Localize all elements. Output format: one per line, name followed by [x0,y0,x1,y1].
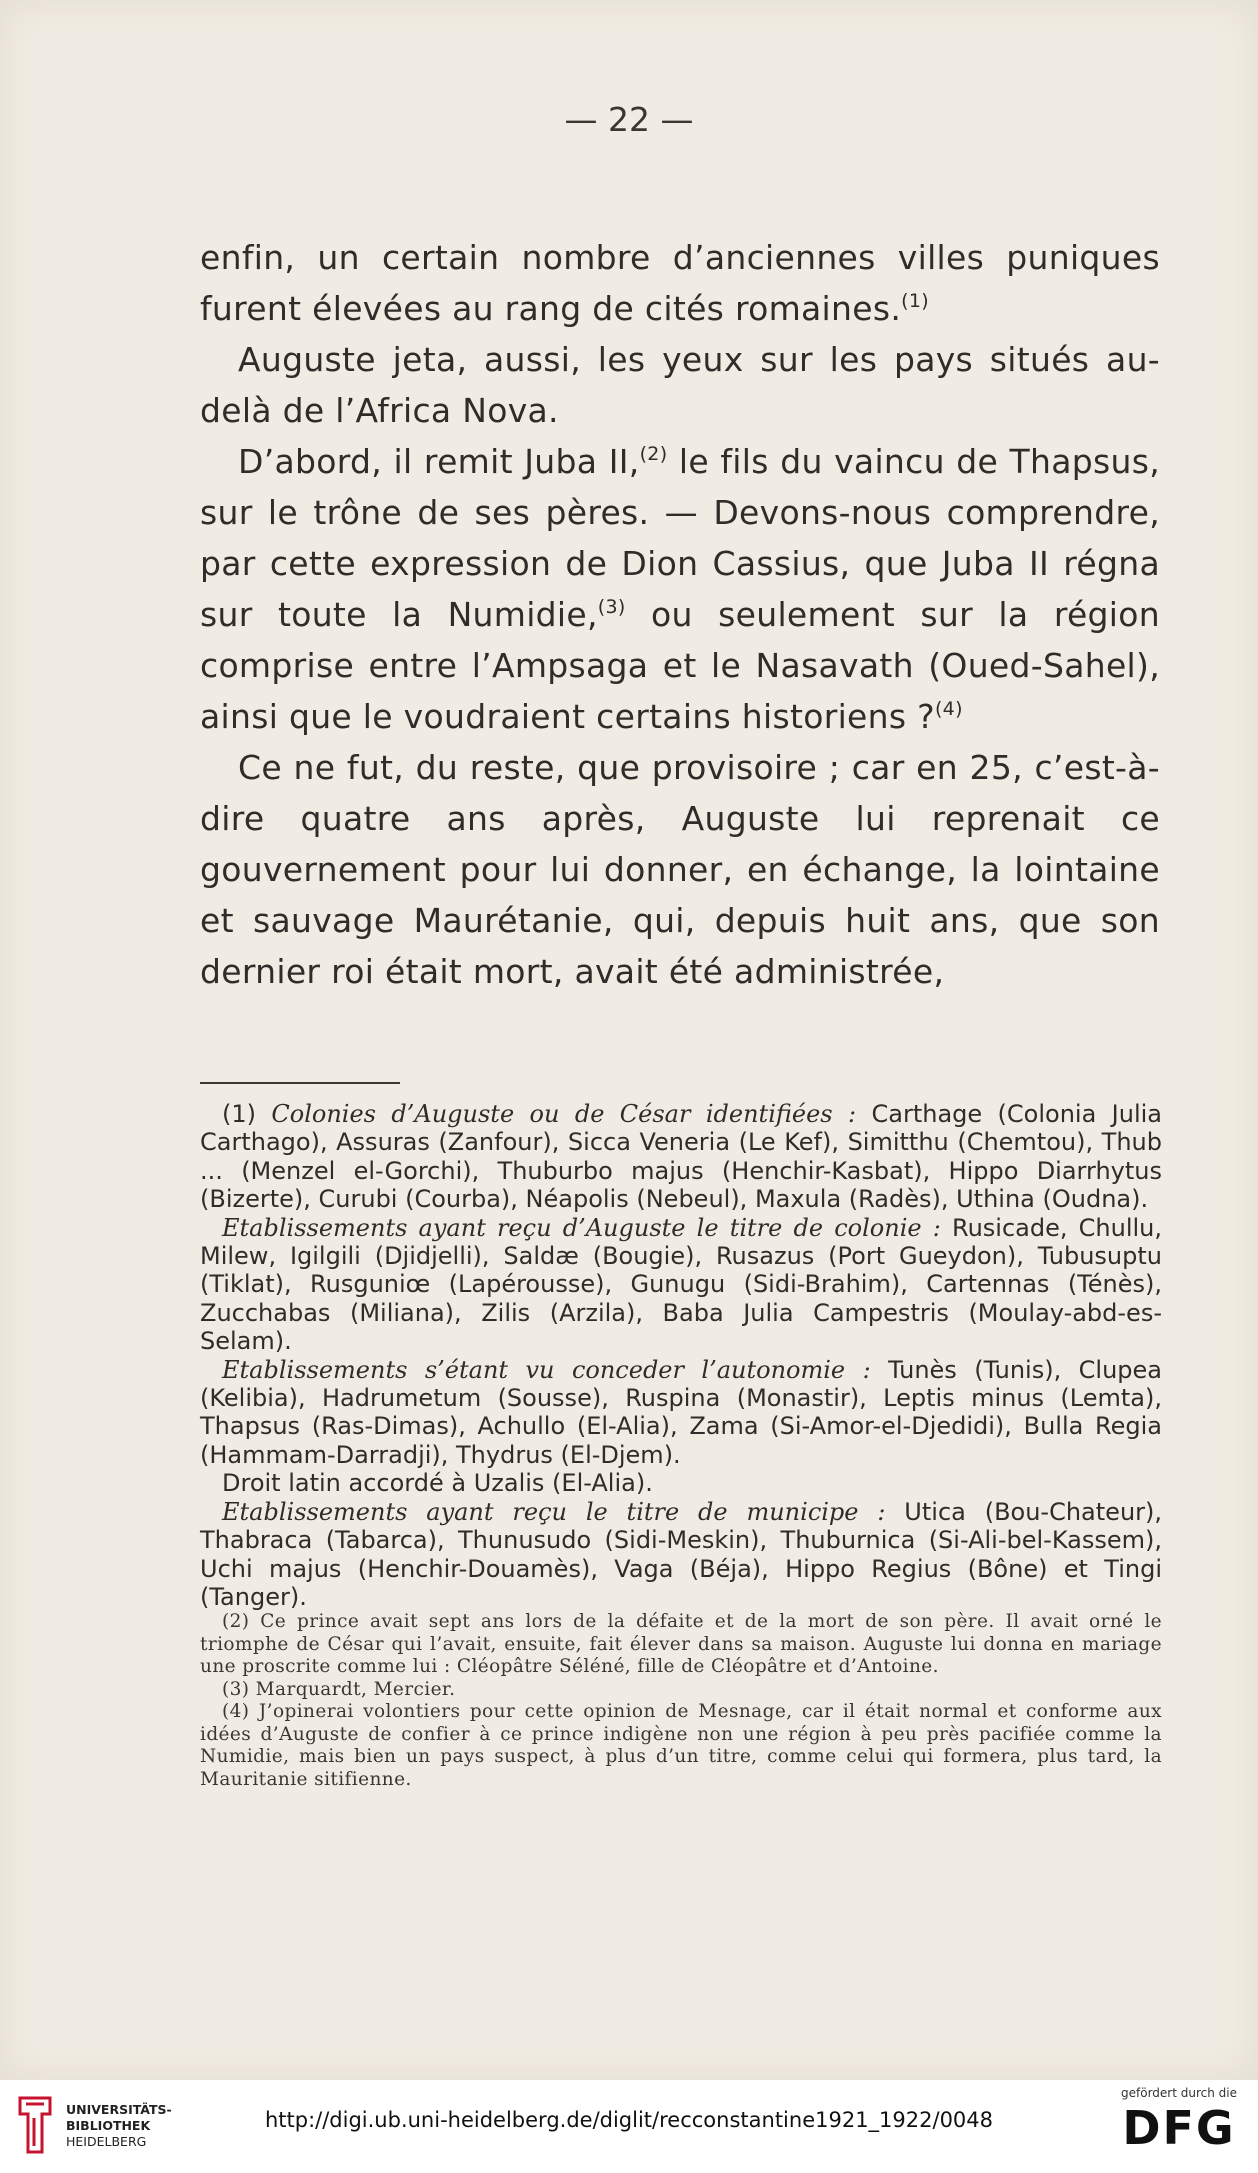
sponsor [1114,2086,1244,2156]
footnote-ref-4[interactable]: (4) [934,698,963,720]
footnote-ref-3[interactable]: (3) [597,596,626,618]
footnote-1-municipe: Etablissements ayant reçu le titre de municipe : Utica (Bou-Chateur), Thabraca (Tabarca), Thunusudo (Sidi-Meskin), Thuburnica (Si-Ali-bel-Kassem), Uchi majus (Henchir-Douamès), Vaga (Béja), Hippo Regius (Bône) et Tingi (Tanger). [200,1497,1163,1611]
sponsor-caption: gefördert durch die [1121,2086,1237,2100]
digitization-footer [0,2080,1258,2173]
footnote-1: (1) Colonies d’Auguste ou de César identifiées : Carthage (Colonia Julia Carthago), Assuras (Zanfour), Sicca Veneria (Le Kef), Simitthu (Chemtou), Thub ... (Menzel el-Gorchi), Thuburbo majus (Henchir-Kasbat), Hippo Diarrhytus (Bizerte), Curubi (Courba), Néapolis (Nebeul), Maxula (Radès), Uthina (Oudna). [200,1100,1163,1214]
footnote-1-autonomie: Etablissements s’étant vu conceder l’autonomie : Tunès (Tunis), Clupea (Kelibia), Hadrumetum (Sousse), Ruspina (Monastir), Leptis minus (Lemta), Thapsus (Ras-Dimas), Achullo (El-Alia), Zama (Si-Amor-el-Djedidi), Bulla Regia (Hammam-Darradji), Thydrus (El-Djem). [200,1355,1162,1469]
body-text [200,232,1160,997]
paragraph-2: Auguste jeta, aussi, les yeux sur les pays situés au-delà de l’Africa Nova. [200,340,1160,430]
footnote-ref-1[interactable]: (1) [901,290,929,312]
paragraph-3: D’abord, il remit Juba II,$^{(2)}$ le fils du vaincu de Thapsus, sur le trône de ses pères. — Devons-nous comprendre, par cette expression de Dion Cassius, que Juba II régna sur toute la Numidie,$^{(3)}$ ou seulement sur la région comprise entre l’Ampsaga et le Nasavath (Oued-Sahel), ainsi que le voudraient certains historiens ?$^{(4)}$ [200,442,1160,736]
paragraph-1: enfin, un certain nombre d’anciennes villes puniques furent élevées au rang de cités romaines.$^{(1)}$ [200,238,1160,328]
footnote-1-droit-latin: Droit latin accordé à Uzalis (El-Alia). [222,1469,653,1498]
footnote-4: (4) J’opinerai volontiers pour cette opinion de Mesnage, car il était normal et conforme aux idées d’Auguste de confier à ce prince indigène non une région à peu près pacifiée comme la Numidie, mais bien un pays suspect, à plus d’un titre, comme celui qui formera, plus tard, la Mauritanie sitifienne. [200,1701,1162,1790]
footnote-ref-2[interactable]: (2) [639,443,668,465]
library-name: UNIVERSITÄTS- BIBLIOTHEK HEIDELBERG [66,2102,172,2149]
footnotes [200,1100,1162,1791]
footnote-2: (2) Ce prince avait sept ans lors de la défaite et de la mort de son père. Il avait orné le triomphe de César qui l’avait, ensuite, fait élever dans sa maison. Auguste lui donna en mariage une proscrite comme lui : Cléopâtre Séléné, fille de Cléopâtre et d’Antoine. [200,1611,1162,1678]
dfg-logo[interactable]: DFG [1122,2101,1236,2155]
page-number: — 22 — [564,100,694,139]
footnote-3: (3) Marquardt, Mercier. [222,1678,456,1700]
footnote-1-colonies: Etablissements ayant reçu d’Auguste le titre de colonie : Rusicade, Chullu, Milew, Igilgili (Djidjelli), Saldæ (Bougie), Rusazus (Port Gueydon), Tubusuptu (Tiklat), Rusguniœ (Lapérousse), Gunugu (Sidi-Brahim), Cartennas (Ténès), Zucchabas (Miliana), Zilis (Arzila), Baba Julia Campestris (Moulay-abd-es-Selam). [200,1213,1162,1356]
paragraph-4: Ce ne fut, du reste, que provisoire ; car en 25, c’est-à-dire quatre ans après, Auguste lui reprenait ce gouvernement pour lui donner, en échange, la lointaine et sauvage Maurétanie, qui, depuis huit ans, que son dernier roi était mort, avait été administrée, [200,748,1160,991]
footnote-separator [200,1082,400,1084]
permalink-url[interactable]: http://digi.ub.uni-heidelberg.de/diglit/recconstantine1921_1922/0048 [264,2108,994,2132]
